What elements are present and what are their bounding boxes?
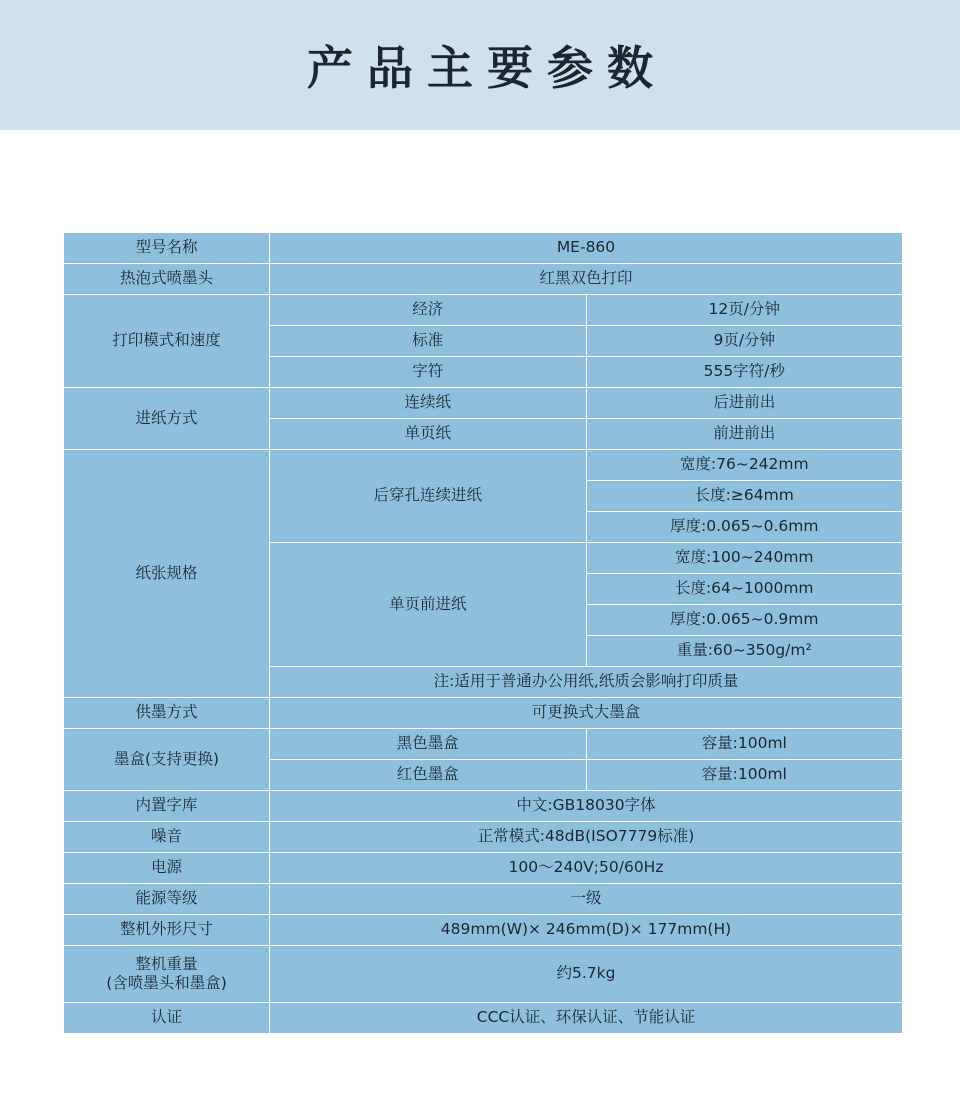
row-sublabel: 单页前进纸 xyxy=(270,543,587,667)
row-sublabel: 黑色墨盒 xyxy=(270,729,587,760)
table-row xyxy=(64,822,903,853)
row-value: 中文:GB18030字体 xyxy=(270,791,903,822)
table-row xyxy=(64,853,903,884)
table-row xyxy=(64,264,903,295)
row-value: 厚度:0.065~0.9mm xyxy=(586,605,903,636)
table-row xyxy=(64,729,903,760)
row-value: 后进前出 xyxy=(586,388,903,419)
table-row xyxy=(64,946,903,1003)
row-label: 型号名称 xyxy=(64,233,270,264)
row-value: 约5.7kg xyxy=(270,946,903,1003)
row-label: 噪音 xyxy=(64,822,270,853)
row-label: 内置字库 xyxy=(64,791,270,822)
row-value: 12页/分钟 xyxy=(586,295,903,326)
table-row xyxy=(64,884,903,915)
row-label: 打印模式和速度 xyxy=(64,295,270,388)
page-banner xyxy=(0,0,960,130)
row-value: 489mm(W)× 246mm(D)× 177mm(H) xyxy=(270,915,903,946)
row-label: 电源 xyxy=(64,853,270,884)
spec-table-wrapper xyxy=(63,232,903,1034)
row-value: 长度:≥64mm xyxy=(586,481,903,512)
row-value: 宽度:100~240mm xyxy=(586,543,903,574)
row-value: 厚度:0.065~0.6mm xyxy=(586,512,903,543)
row-label: 整机外形尺寸 xyxy=(64,915,270,946)
row-sublabel: 标准 xyxy=(270,326,587,357)
row-value: 100～240V;50/60Hz xyxy=(270,853,903,884)
row-sublabel: 后穿孔连续进纸 xyxy=(270,450,587,543)
row-label: 能源等级 xyxy=(64,884,270,915)
row-value: 一级 xyxy=(270,884,903,915)
row-label: 墨盒(支持更换) xyxy=(64,729,270,791)
table-row xyxy=(64,915,903,946)
page-title: 产品主要参数 xyxy=(307,41,667,95)
row-label xyxy=(64,946,270,1003)
row-value: 正常模式:48dB(ISO7779标准) xyxy=(270,822,903,853)
row-value: 红黑双色打印 xyxy=(270,264,903,295)
row-label: 纸张规格 xyxy=(64,450,270,698)
row-label: 认证 xyxy=(64,1003,270,1034)
row-value: 长度:64~1000mm xyxy=(586,574,903,605)
spec-table xyxy=(63,232,903,1034)
table-row xyxy=(64,450,903,481)
row-value: 555字符/秒 xyxy=(586,357,903,388)
row-sublabel: 红色墨盒 xyxy=(270,760,587,791)
row-value: 宽度:76~242mm xyxy=(586,450,903,481)
row-value: CCC认证、环保认证、节能认证 xyxy=(270,1003,903,1034)
row-value: 重量:60~350g/m² xyxy=(586,636,903,667)
row-sublabel: 单页纸 xyxy=(270,419,587,450)
row-value: 9页/分钟 xyxy=(586,326,903,357)
table-row xyxy=(64,295,903,326)
table-row xyxy=(64,388,903,419)
row-sublabel: 字符 xyxy=(270,357,587,388)
row-label: 热泡式喷墨头 xyxy=(64,264,270,295)
row-label: 供墨方式 xyxy=(64,698,270,729)
row-label-line1: 整机重量 xyxy=(135,954,198,973)
row-sublabel: 经济 xyxy=(270,295,587,326)
table-row xyxy=(64,233,903,264)
row-label: 进纸方式 xyxy=(64,388,270,450)
table-row xyxy=(64,791,903,822)
row-label-line2: (含喷墨头和墨盒) xyxy=(106,974,227,992)
row-sublabel: 连续纸 xyxy=(270,388,587,419)
row-value: 可更换式大墨盒 xyxy=(270,698,903,729)
row-value: 容量:100ml xyxy=(586,760,903,791)
row-value: 容量:100ml xyxy=(586,729,903,760)
table-row xyxy=(64,1003,903,1034)
row-value: 前进前出 xyxy=(586,419,903,450)
row-note: 注:适用于普通办公用纸,纸质会影响打印质量 xyxy=(270,667,903,698)
row-value: ME-860 xyxy=(270,233,903,264)
table-row xyxy=(64,698,903,729)
